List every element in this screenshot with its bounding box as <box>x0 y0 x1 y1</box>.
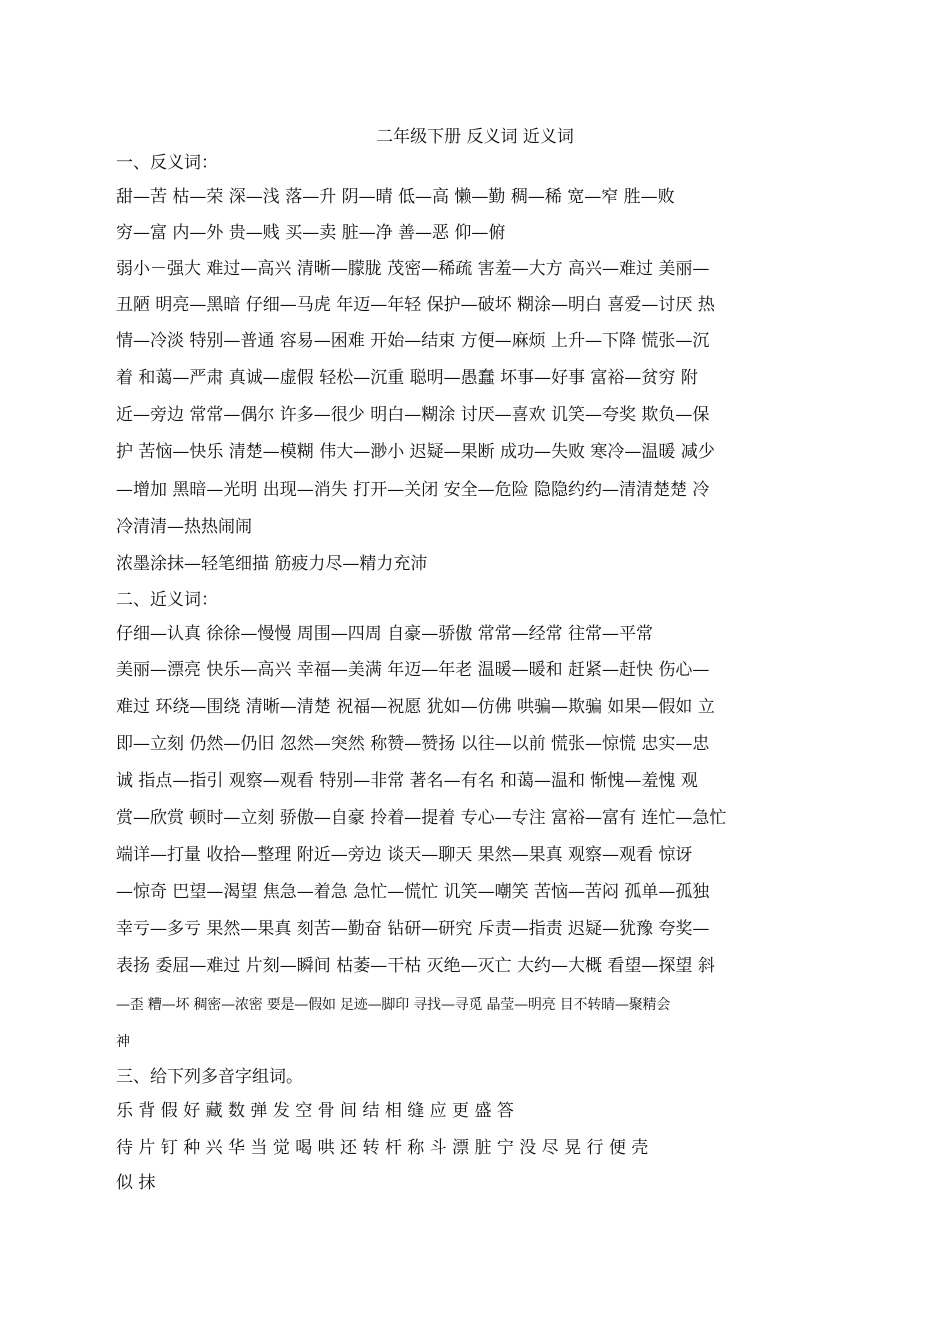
section-heading-antonyms: 一、反义词： <box>116 153 218 173</box>
synonym-line: 端详—打量 收拾—整理 附近—旁边 谈天—聊天 果然—果真 观察—观看 惊讶 <box>116 845 693 865</box>
synonym-line: 幸亏—多亏 果然—果真 刻苦—勤奋 钻研—研究 斥责—指责 迟疑—犹豫 夸奖— <box>116 919 710 939</box>
synonym-line: 即—立刻 仍然—仍旧 忽然—突然 称赞—赞扬 以往—以前 慌张—惊慌 忠实—忠 <box>116 734 710 754</box>
antonym-line: 甜—苦 枯—荣 深—浅 落—升 阴—晴 低—高 懒—勤 稠—稀 宽—窄 胜—败 <box>116 187 675 207</box>
antonym-line: 弱小－强大 难过—高兴 清晰—朦胧 茂密—稀疏 害羞—大方 高兴—难过 美丽— <box>116 259 710 279</box>
section-heading-synonyms: 二、近义词： <box>116 590 218 610</box>
section-heading-polyphones: 三、给下列多音字组词。 <box>116 1067 303 1087</box>
antonym-line: 着 和蔼—严肃 真诚—虚假 轻松—沉重 聪明—愚蠢 坏事—好事 富裕—贫穷 附 <box>116 368 698 388</box>
antonym-line: 丑陋 明亮—黑暗 仔细—马虎 年迈—年轻 保护—破坏 糊涂—明白 喜爱—讨厌 热 <box>116 295 715 315</box>
page-title: 二年级下册 反义词 近义词 <box>376 127 574 147</box>
synonym-line: 赏—欣赏 顿时—立刻 骄傲—自豪 拎着—提着 专心—专注 富裕—富有 连忙—急忙 <box>116 808 727 828</box>
synonym-line: —惊奇 巴望—渴望 焦急—着急 急忙—慌忙 讥笑—嘲笑 苦恼—苦闷 孤单—孤独 <box>116 882 710 902</box>
synonym-line: —歪 糟—坏 稠密—浓密 要是—假如 足迹—脚印 寻找—寻觅 晶莹—明亮 目不转睛—聚精会 <box>116 997 671 1013</box>
antonym-line: 浓墨涂抹—轻笔细描 筋疲力尽—精力充沛 <box>116 554 428 574</box>
polyphone-line: 似 抹 <box>116 1173 156 1193</box>
antonym-line: —增加 黑暗—光明 出现—消失 打开—关闭 安全—危险 隐隐约约—清清楚楚 冷 <box>116 480 710 500</box>
synonym-line: 诚 指点—指引 观察—观看 特别—非常 著名—有名 和蔼—温和 惭愧—羞愧 观 <box>116 771 698 791</box>
antonym-line: 穷—富 内—外 贵—贱 买—卖 脏—净 善—恶 仰—俯 <box>116 223 506 243</box>
synonym-line: 仔细—认真 徐徐—慢慢 周围—四周 自豪—骄傲 常常—经常 往常—平常 <box>116 624 654 644</box>
synonym-line: 神 <box>116 1034 130 1050</box>
antonym-line: 冷清清—热热闹闹 <box>116 517 252 537</box>
antonym-line: 护 苦恼—快乐 清楚—模糊 伟大—渺小 迟疑—果断 成功—失败 寒冷—温暖 减少 <box>116 442 715 462</box>
polyphone-line: 乐 背 假 好 藏 数 弹 发 空 骨 间 结 相 缝 应 更 盛 答 <box>116 1101 514 1121</box>
polyphone-line: 待 片 钉 种 兴 华 当 觉 喝 哄 还 转 杆 称 斗 漂 脏 宁 没 尽 晃 行 便 壳 <box>116 1138 649 1158</box>
antonym-line: 情—冷淡 特别—普通 容易—困难 开始—结束 方便—麻烦 上升—下降 慌张—沉 <box>116 331 710 351</box>
antonym-line: 近—旁边 常常—偶尔 许多—很少 明白—糊涂 讨厌—喜欢 讥笑—夸奖 欺负—保 <box>116 405 710 425</box>
synonym-line: 难过 环绕—围绕 清晰—清楚 祝福—祝愿 犹如—仿佛 哄骗—欺骗 如果—假如 立 <box>116 697 715 717</box>
synonym-line: 表扬 委屈—难过 片刻—瞬间 枯萎—干枯 灭绝—灭亡 大约—大概 看望—探望 斜 <box>116 956 715 976</box>
synonym-line: 美丽—漂亮 快乐—高兴 幸福—美满 年迈—年老 温暖—暖和 赶紧—赶快 伤心— <box>116 660 710 680</box>
